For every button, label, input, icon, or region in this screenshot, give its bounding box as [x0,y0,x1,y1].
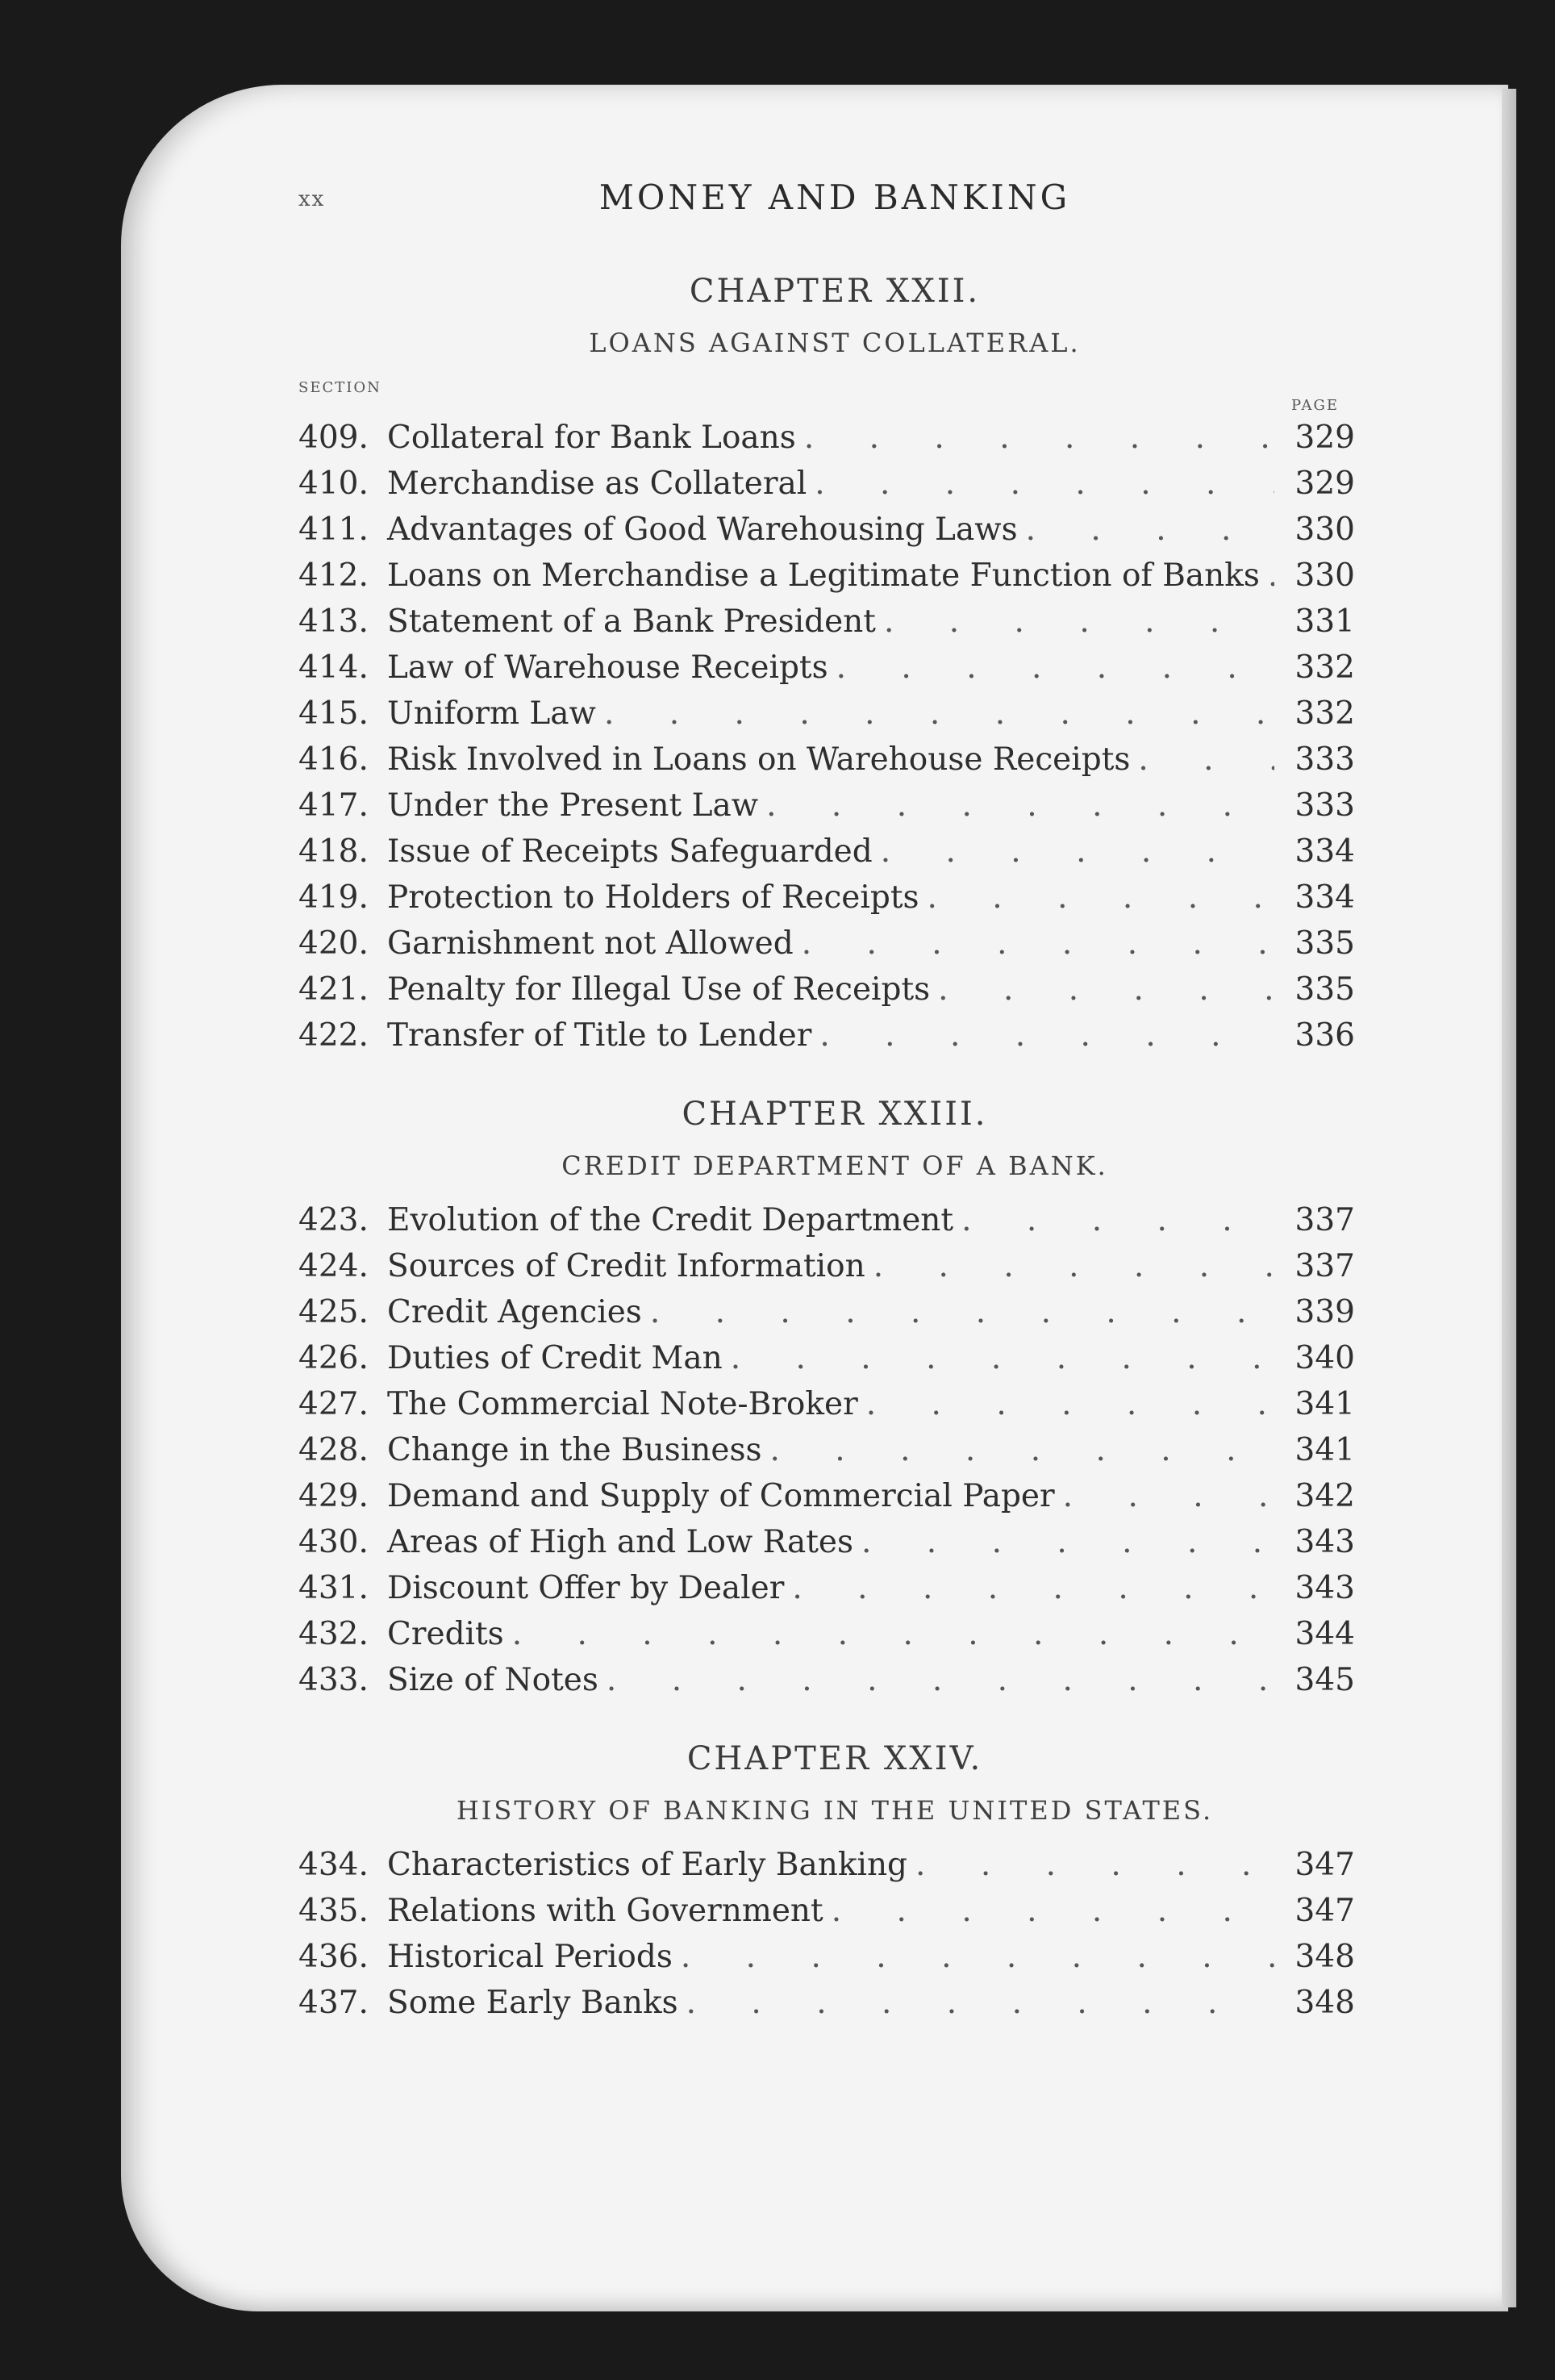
chapter-heading: CHAPTER XXIV. [686,1740,983,1777]
toc-entry [282,787,1387,833]
toc-entry [282,649,1387,695]
section-number: 437. [298,1985,369,2021]
section-number: 427. [298,1386,369,1422]
dot-leader [681,1939,1274,1975]
section-title: Change in the Business [387,1432,762,1468]
dot-leader [938,971,1274,1008]
page-reference: 334 [1294,833,1355,870]
section-number: 413. [298,603,369,640]
page-reference: 331 [1294,603,1355,640]
section-number: 411. [298,511,369,548]
section-title: Penalty for Illegal Use of Receipts [387,971,931,1008]
page-column-label: PAGE [1291,397,1339,414]
section-title: Credits [387,1616,504,1652]
section-number: 429. [298,1478,369,1514]
page-reference: 332 [1294,695,1355,732]
page-reference: 340 [1294,1340,1355,1376]
toc-entry [282,1985,1387,2031]
section-title: Historical Periods [387,1939,673,1975]
toc-entry [282,1524,1387,1570]
chapter-section [282,273,1387,1063]
toc-entry [282,1847,1387,1893]
page-reference: 335 [1294,925,1355,962]
page-reference: 339 [1294,1294,1355,1330]
toc-entry [282,466,1387,511]
toc-entry [282,1478,1387,1524]
toc-entry [282,1662,1387,1708]
toc-entry [282,925,1387,971]
dot-leader [686,1985,1274,2021]
chapter-heading: CHAPTER XXII. [689,273,981,310]
page-edge [1502,89,1516,2307]
page-reference: 348 [1294,1939,1355,1975]
section-number: 416. [298,741,369,778]
table-of-contents [282,177,1387,2031]
page-reference: 330 [1294,557,1355,594]
section-number: 420. [298,925,369,962]
dot-leader [861,1524,1274,1560]
toc-entry [282,1340,1387,1386]
section-number: 423. [298,1202,369,1238]
section-title: Statement of a Bank President [387,603,876,640]
chapter-list [282,273,1387,2031]
section-number: 412. [298,557,369,594]
chapter-section [282,1740,1387,2031]
page-reference: 332 [1294,649,1355,686]
section-title: Advantages of Good Warehousing Laws [387,511,1018,548]
section-title: The Commercial Note-Broker [387,1386,858,1422]
page-reference: 335 [1294,971,1355,1008]
section-title: Transfer of Title to Lender [387,1017,812,1054]
toc-entry [282,1432,1387,1478]
section-number: 415. [298,695,369,732]
toc-entry [282,1570,1387,1616]
section-number: 428. [298,1432,369,1468]
section-title: Sources of Credit Information [387,1248,865,1284]
section-number: 417. [298,787,369,824]
section-title: Issue of Receipts Safeguarded [387,833,873,870]
page-reference: 342 [1294,1478,1355,1514]
dot-leader [866,1386,1274,1422]
dot-leader [836,649,1274,686]
chapter-subtitle: CREDIT DEPARTMENT OF A BANK. [561,1150,1108,1181]
book-title: MONEY AND BANKING [598,177,1071,217]
toc-entry [282,971,1387,1017]
toc-entry [282,695,1387,741]
section-title: Some Early Banks [387,1985,678,2021]
dot-leader [884,603,1274,640]
dot-leader [804,420,1274,456]
page-reference: 341 [1294,1432,1355,1468]
dot-leader [802,925,1274,962]
toc-entry [282,1386,1387,1432]
section-title: Discount Offer by Dealer [387,1570,785,1606]
section-title: Loans on Merchandise a Legitimate Function of Banks [387,557,1260,594]
chapter-heading: CHAPTER XXIII. [682,1096,988,1133]
toc-entry [282,1248,1387,1294]
toc-entry [282,1893,1387,1939]
dot-leader [512,1616,1274,1652]
section-title: Uniform Law [387,695,596,732]
section-title: Merchandise as Collateral [387,466,807,502]
section-number: 435. [298,1893,369,1929]
toc-entry [282,1294,1387,1340]
section-number: 410. [298,466,369,502]
dot-leader [881,833,1274,870]
section-title: Evolution of the Credit Department [387,1202,954,1238]
dot-leader [928,879,1274,916]
chapter-subtitle: LOANS AGAINST COLLATERAL. [589,328,1081,358]
page-reference: 330 [1294,511,1355,548]
toc-entry [282,741,1387,787]
toc-entry [282,879,1387,925]
section-number: 433. [298,1662,369,1698]
section-number: 418. [298,833,369,870]
dot-leader [961,1202,1274,1238]
dot-leader [915,1847,1274,1883]
page-number: xx [298,187,326,211]
section-number: 430. [298,1524,369,1560]
dot-leader [607,1662,1274,1698]
column-labels [282,379,1387,420]
page-reference: 344 [1294,1616,1355,1652]
section-title: Duties of Credit Man [387,1340,723,1376]
toc-entry [282,420,1387,466]
dot-leader [832,1893,1274,1929]
dot-leader [815,466,1274,502]
section-title: Size of Notes [387,1662,598,1698]
page-reference: 343 [1294,1570,1355,1606]
toc-entry [282,1202,1387,1248]
section-title: Risk Involved in Loans on Warehouse Receipts [387,741,1131,778]
toc-entry [282,1017,1387,1063]
section-number: 434. [298,1847,369,1883]
dot-leader [770,1432,1274,1468]
section-title: Relations with Government [387,1893,823,1929]
dot-leader [1063,1478,1274,1514]
toc-entry [282,833,1387,879]
dot-leader [819,1017,1274,1054]
dot-leader [1138,741,1274,778]
page-reference: 337 [1294,1248,1355,1284]
section-number: 419. [298,879,369,916]
page-reference: 329 [1294,466,1355,502]
toc-entry [282,557,1387,603]
section-title: Protection to Holders of Receipts [387,879,919,916]
dot-leader [873,1248,1274,1284]
section-number: 426. [298,1340,369,1376]
toc-entry [282,1616,1387,1662]
section-title: Law of Warehouse Receipts [387,649,828,686]
toc-entry [282,511,1387,557]
page-reference: 348 [1294,1985,1355,2021]
section-title: Areas of High and Low Rates [387,1524,853,1560]
section-title: Credit Agencies [387,1294,642,1330]
dot-leader [604,695,1274,732]
page-reference: 345 [1294,1662,1355,1698]
dot-leader [731,1340,1274,1376]
section-title: Garnishment not Allowed [387,925,794,962]
section-title: Collateral for Bank Loans [387,420,796,456]
running-head [282,177,1387,250]
page-reference: 337 [1294,1202,1355,1238]
section-number: 421. [298,971,369,1008]
toc-entry [282,1939,1387,1985]
dot-leader [1268,557,1274,594]
toc-entry [282,603,1387,649]
section-title: Characteristics of Early Banking [387,1847,908,1883]
page-reference: 347 [1294,1893,1355,1929]
section-title: Under the Present Law [387,787,759,824]
page-reference: 333 [1294,787,1355,824]
page-reference: 329 [1294,420,1355,456]
section-number: 422. [298,1017,369,1054]
chapter-subtitle: HISTORY OF BANKING IN THE UNITED STATES. [456,1795,1214,1826]
dot-leader [650,1294,1274,1330]
section-number: 409. [298,420,369,456]
page-reference: 336 [1294,1017,1355,1054]
section-number: 431. [298,1570,369,1606]
section-number: 432. [298,1616,369,1652]
section-number: 436. [298,1939,369,1975]
section-title: Demand and Supply of Commercial Paper [387,1478,1055,1514]
page-reference: 341 [1294,1386,1355,1422]
section-number: 425. [298,1294,369,1330]
page-reference: 334 [1294,879,1355,916]
dot-leader [792,1570,1274,1606]
chapter-section [282,1096,1387,1708]
section-number: 424. [298,1248,369,1284]
page-reference: 347 [1294,1847,1355,1883]
dot-leader [766,787,1274,824]
page-reference: 333 [1294,741,1355,778]
section-number: 414. [298,649,369,686]
page-reference: 343 [1294,1524,1355,1560]
dot-leader [1026,511,1274,548]
section-column-label: SECTION [298,379,381,396]
